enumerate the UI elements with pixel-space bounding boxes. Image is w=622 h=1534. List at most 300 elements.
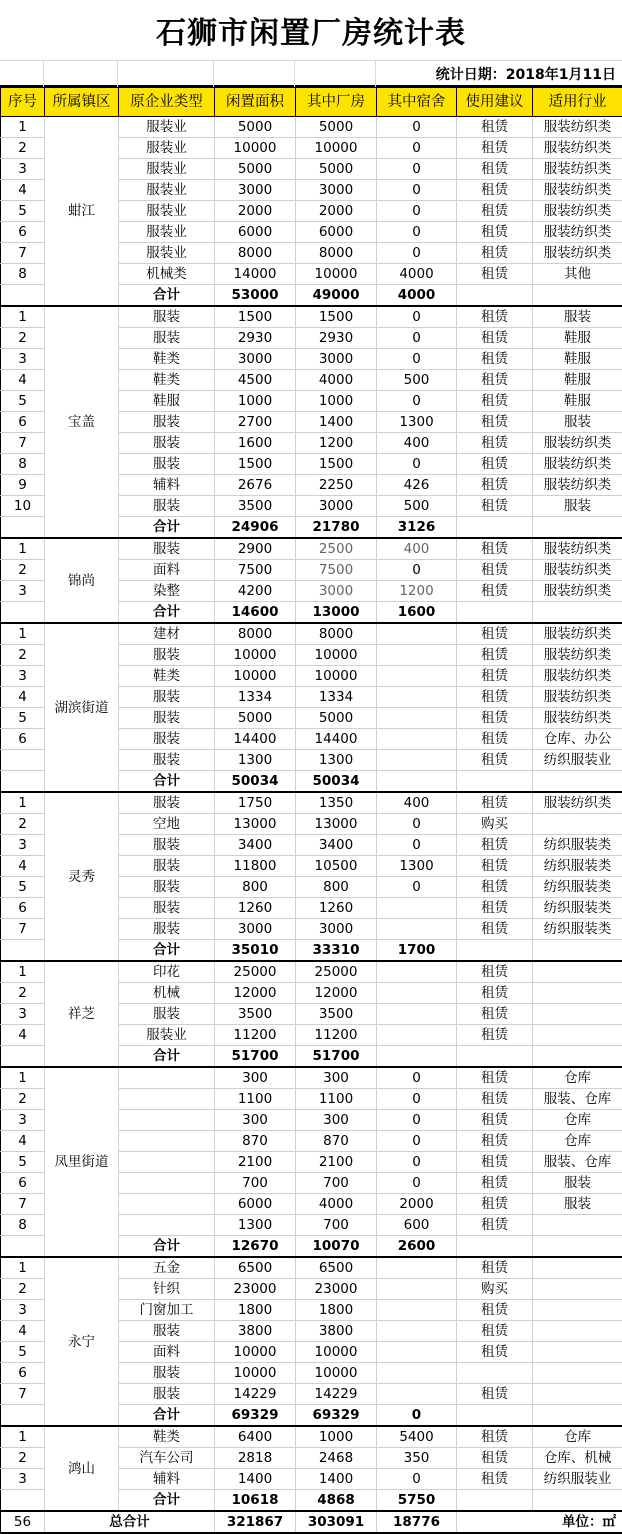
- dorm-area[interactable]: [377, 919, 457, 940]
- factory-area[interactable]: 1400: [296, 1469, 377, 1490]
- factory-area[interactable]: 2468: [296, 1448, 377, 1469]
- dorm-area[interactable]: [377, 983, 457, 1004]
- usage-suggestion[interactable]: 租赁: [457, 898, 533, 919]
- applicable-industry[interactable]: 纺织服装类: [533, 898, 622, 919]
- usage-suggestion[interactable]: 租赁: [457, 983, 533, 1004]
- dorm-area[interactable]: [377, 1384, 457, 1405]
- factory-area[interactable]: 8000: [296, 623, 377, 645]
- idle-area[interactable]: 3800: [215, 1321, 296, 1342]
- factory-area[interactable]: 870: [296, 1131, 377, 1152]
- dorm-area[interactable]: 426: [377, 475, 457, 496]
- dorm-area[interactable]: [377, 1363, 457, 1384]
- idle-area[interactable]: 14400: [215, 729, 296, 750]
- row-number[interactable]: 5: [1, 708, 45, 729]
- applicable-industry[interactable]: [533, 983, 622, 1004]
- town-name[interactable]: 锦尚: [45, 538, 119, 623]
- subtotal-factory[interactable]: 51700: [296, 1046, 377, 1068]
- usage-suggestion[interactable]: 租赁: [457, 856, 533, 877]
- subtotal-label[interactable]: 合计: [119, 602, 215, 624]
- row-number[interactable]: 4: [1, 1025, 45, 1046]
- row-number[interactable]: 5: [1, 1342, 45, 1363]
- applicable-industry[interactable]: 仓库: [533, 1067, 622, 1089]
- grand-total-area[interactable]: 321867: [215, 1511, 296, 1533]
- subtotal-area[interactable]: 69329: [215, 1405, 296, 1427]
- row-number[interactable]: 3: [1, 1110, 45, 1131]
- dorm-area[interactable]: 0: [377, 222, 457, 243]
- empty-cell[interactable]: [457, 1046, 533, 1068]
- applicable-industry[interactable]: 服装纺织类: [533, 708, 622, 729]
- dorm-area[interactable]: 0: [377, 180, 457, 201]
- dorm-area[interactable]: 0: [377, 1089, 457, 1110]
- enterprise-type[interactable]: 服装: [119, 708, 215, 729]
- dorm-area[interactable]: 0: [377, 1067, 457, 1089]
- enterprise-type[interactable]: 服装: [119, 856, 215, 877]
- subtotal-dorm[interactable]: [377, 771, 457, 793]
- subtotal-area[interactable]: 51700: [215, 1046, 296, 1068]
- row-number[interactable]: 4: [1, 856, 45, 877]
- empty-cell[interactable]: [533, 517, 622, 539]
- dorm-area[interactable]: 0: [377, 877, 457, 898]
- applicable-industry[interactable]: [533, 1363, 622, 1384]
- town-name[interactable]: 湖滨街道: [45, 623, 119, 792]
- row-number[interactable]: 1: [1, 792, 45, 814]
- row-number[interactable]: 5: [1, 391, 45, 412]
- row-number[interactable]: 3: [1, 1300, 45, 1321]
- usage-suggestion[interactable]: 租赁: [457, 1215, 533, 1236]
- usage-suggestion[interactable]: 租赁: [457, 201, 533, 222]
- idle-area[interactable]: 1400: [215, 1469, 296, 1490]
- dorm-area[interactable]: [377, 708, 457, 729]
- row-number[interactable]: 6: [1, 898, 45, 919]
- dorm-area[interactable]: 0: [377, 117, 457, 138]
- row-number[interactable]: [1, 1046, 45, 1068]
- applicable-industry[interactable]: 服装纺织类: [533, 433, 622, 454]
- idle-area[interactable]: 300: [215, 1110, 296, 1131]
- usage-suggestion[interactable]: 租赁: [457, 538, 533, 560]
- grand-total-label[interactable]: 总合计: [45, 1511, 215, 1533]
- applicable-industry[interactable]: 服装、仓库: [533, 1089, 622, 1110]
- row-number[interactable]: 1: [1, 961, 45, 983]
- factory-area[interactable]: 10000: [296, 645, 377, 666]
- idle-area[interactable]: 2900: [215, 538, 296, 560]
- enterprise-type[interactable]: 服装: [119, 898, 215, 919]
- enterprise-type[interactable]: 服装业: [119, 222, 215, 243]
- applicable-industry[interactable]: 服装纺织类: [533, 560, 622, 581]
- enterprise-type[interactable]: 辅料: [119, 475, 215, 496]
- enterprise-type[interactable]: 服装: [119, 454, 215, 475]
- usage-suggestion[interactable]: 租赁: [457, 391, 533, 412]
- row-number[interactable]: [1, 1236, 45, 1258]
- empty-cell[interactable]: [457, 940, 533, 962]
- factory-area[interactable]: 5000: [296, 159, 377, 180]
- idle-area[interactable]: 2930: [215, 328, 296, 349]
- applicable-industry[interactable]: 仓库: [533, 1426, 622, 1448]
- empty-cell[interactable]: [457, 1405, 533, 1427]
- factory-area[interactable]: 6000: [296, 222, 377, 243]
- row-number[interactable]: 1: [1, 1426, 45, 1448]
- row-number[interactable]: 1: [1, 538, 45, 560]
- applicable-industry[interactable]: 服装纺织类: [533, 687, 622, 708]
- applicable-industry[interactable]: 服装纺织类: [533, 201, 622, 222]
- column-header[interactable]: 闲置面积: [215, 88, 296, 117]
- row-number[interactable]: 8: [1, 264, 45, 285]
- usage-suggestion[interactable]: 租赁: [457, 1448, 533, 1469]
- idle-area[interactable]: 6000: [215, 222, 296, 243]
- dorm-area[interactable]: 500: [377, 370, 457, 391]
- factory-area[interactable]: 2100: [296, 1152, 377, 1173]
- applicable-industry[interactable]: 纺织服装类: [533, 835, 622, 856]
- row-number[interactable]: [1, 1405, 45, 1427]
- factory-area[interactable]: 3000: [296, 919, 377, 940]
- idle-area[interactable]: 6400: [215, 1426, 296, 1448]
- applicable-industry[interactable]: [533, 1321, 622, 1342]
- factory-area[interactable]: 3000: [296, 180, 377, 201]
- factory-area[interactable]: 12000: [296, 983, 377, 1004]
- usage-suggestion[interactable]: 租赁: [457, 243, 533, 264]
- usage-suggestion[interactable]: 租赁: [457, 560, 533, 581]
- usage-suggestion[interactable]: 租赁: [457, 222, 533, 243]
- applicable-industry[interactable]: [533, 1004, 622, 1025]
- enterprise-type[interactable]: 服装: [119, 328, 215, 349]
- applicable-industry[interactable]: 服装纺织类: [533, 159, 622, 180]
- applicable-industry[interactable]: 服装: [533, 1194, 622, 1215]
- usage-suggestion[interactable]: 租赁: [457, 433, 533, 454]
- factory-area[interactable]: 3500: [296, 1004, 377, 1025]
- row-number[interactable]: 2: [1, 560, 45, 581]
- empty-cell[interactable]: [533, 940, 622, 962]
- town-name[interactable]: 祥芝: [45, 961, 119, 1067]
- row-number[interactable]: [1, 771, 45, 793]
- row-number[interactable]: 3: [1, 835, 45, 856]
- idle-area[interactable]: 1100: [215, 1089, 296, 1110]
- dorm-area[interactable]: [377, 729, 457, 750]
- enterprise-type[interactable]: 服装: [119, 538, 215, 560]
- row-number[interactable]: 1: [1, 623, 45, 645]
- applicable-industry[interactable]: 纺织服装类: [533, 856, 622, 877]
- row-number[interactable]: 2: [1, 1448, 45, 1469]
- subtotal-label[interactable]: 合计: [119, 285, 215, 307]
- usage-suggestion[interactable]: 购买: [457, 814, 533, 835]
- enterprise-type[interactable]: 空地: [119, 814, 215, 835]
- factory-area[interactable]: 11200: [296, 1025, 377, 1046]
- enterprise-type[interactable]: 鞋类: [119, 349, 215, 370]
- row-number[interactable]: 6: [1, 1173, 45, 1194]
- applicable-industry[interactable]: 服装: [533, 1173, 622, 1194]
- factory-area[interactable]: 3800: [296, 1321, 377, 1342]
- idle-area[interactable]: 5000: [215, 708, 296, 729]
- idle-area[interactable]: 870: [215, 1131, 296, 1152]
- applicable-industry[interactable]: 服装纺织类: [533, 475, 622, 496]
- row-number[interactable]: 3: [1, 581, 45, 602]
- empty-cell[interactable]: [457, 285, 533, 307]
- subtotal-label[interactable]: 合计: [119, 1405, 215, 1427]
- dorm-area[interactable]: [377, 1342, 457, 1363]
- factory-area[interactable]: 3400: [296, 835, 377, 856]
- idle-area[interactable]: 10000: [215, 1342, 296, 1363]
- factory-area[interactable]: 7500: [296, 560, 377, 581]
- applicable-industry[interactable]: [533, 1384, 622, 1405]
- empty-cell[interactable]: [533, 771, 622, 793]
- enterprise-type[interactable]: 鞋服: [119, 391, 215, 412]
- row-number[interactable]: [1, 750, 45, 771]
- dorm-area[interactable]: 2000: [377, 1194, 457, 1215]
- subtotal-dorm[interactable]: 0: [377, 1405, 457, 1427]
- factory-area[interactable]: 6500: [296, 1257, 377, 1279]
- empty-cell[interactable]: [533, 1490, 622, 1512]
- empty-cell[interactable]: [533, 1405, 622, 1427]
- idle-area[interactable]: 2100: [215, 1152, 296, 1173]
- row-number[interactable]: 6: [1, 729, 45, 750]
- factory-area[interactable]: 3000: [296, 496, 377, 517]
- enterprise-type[interactable]: 服装业: [119, 138, 215, 159]
- enterprise-type[interactable]: 染整: [119, 581, 215, 602]
- usage-suggestion[interactable]: 租赁: [457, 623, 533, 645]
- dorm-area[interactable]: [377, 1025, 457, 1046]
- town-name[interactable]: 鸿山: [45, 1426, 119, 1511]
- enterprise-type[interactable]: 鞋类: [119, 1426, 215, 1448]
- factory-area[interactable]: 5000: [296, 708, 377, 729]
- applicable-industry[interactable]: 仓库: [533, 1110, 622, 1131]
- row-number[interactable]: 9: [1, 475, 45, 496]
- applicable-industry[interactable]: 服装纺织类: [533, 138, 622, 159]
- applicable-industry[interactable]: 鞋服: [533, 370, 622, 391]
- subtotal-label[interactable]: 合计: [119, 940, 215, 962]
- usage-suggestion[interactable]: 租赁: [457, 412, 533, 433]
- dorm-area[interactable]: 400: [377, 433, 457, 454]
- idle-area[interactable]: 10000: [215, 138, 296, 159]
- enterprise-type[interactable]: 服装: [119, 835, 215, 856]
- subtotal-area[interactable]: 53000: [215, 285, 296, 307]
- dorm-area[interactable]: 0: [377, 349, 457, 370]
- subtotal-area[interactable]: 24906: [215, 517, 296, 539]
- factory-area[interactable]: 1800: [296, 1300, 377, 1321]
- empty-cell[interactable]: [457, 517, 533, 539]
- idle-area[interactable]: 5000: [215, 117, 296, 138]
- town-name[interactable]: 蚶江: [45, 117, 119, 307]
- row-number[interactable]: 7: [1, 433, 45, 454]
- subtotal-area[interactable]: 12670: [215, 1236, 296, 1258]
- usage-suggestion[interactable]: 租赁: [457, 370, 533, 391]
- applicable-industry[interactable]: 仓库、机械: [533, 1448, 622, 1469]
- idle-area[interactable]: 14000: [215, 264, 296, 285]
- row-number[interactable]: 2: [1, 138, 45, 159]
- dorm-area[interactable]: 1300: [377, 856, 457, 877]
- applicable-industry[interactable]: 纺织服装业: [533, 1469, 622, 1490]
- enterprise-type[interactable]: [119, 1067, 215, 1089]
- dorm-area[interactable]: [377, 623, 457, 645]
- row-number[interactable]: 5: [1, 1152, 45, 1173]
- column-header[interactable]: 所属镇区: [45, 88, 119, 117]
- dorm-area[interactable]: 0: [377, 201, 457, 222]
- applicable-industry[interactable]: 服装: [533, 412, 622, 433]
- factory-area[interactable]: 10000: [296, 1342, 377, 1363]
- applicable-industry[interactable]: 服装纺织类: [533, 454, 622, 475]
- dorm-area[interactable]: 350: [377, 1448, 457, 1469]
- row-number[interactable]: 1: [1, 117, 45, 138]
- usage-suggestion[interactable]: 租赁: [457, 1321, 533, 1342]
- row-number[interactable]: 6: [1, 222, 45, 243]
- row-number[interactable]: 8: [1, 454, 45, 475]
- idle-area[interactable]: 1334: [215, 687, 296, 708]
- row-number[interactable]: 7: [1, 243, 45, 264]
- enterprise-type[interactable]: 机械类: [119, 264, 215, 285]
- dorm-area[interactable]: [377, 1257, 457, 1279]
- idle-area[interactable]: 1500: [215, 454, 296, 475]
- subtotal-factory[interactable]: 13000: [296, 602, 377, 624]
- enterprise-type[interactable]: 服装业: [119, 159, 215, 180]
- dorm-area[interactable]: 400: [377, 792, 457, 814]
- column-header[interactable]: 原企业类型: [119, 88, 215, 117]
- idle-area[interactable]: 700: [215, 1173, 296, 1194]
- factory-area[interactable]: 4000: [296, 370, 377, 391]
- idle-area[interactable]: 2676: [215, 475, 296, 496]
- usage-suggestion[interactable]: 购买: [457, 1279, 533, 1300]
- subtotal-factory[interactable]: 69329: [296, 1405, 377, 1427]
- idle-area[interactable]: 14229: [215, 1384, 296, 1405]
- subtotal-label[interactable]: 合计: [119, 1236, 215, 1258]
- idle-area[interactable]: 11200: [215, 1025, 296, 1046]
- enterprise-type[interactable]: 印花: [119, 961, 215, 983]
- applicable-industry[interactable]: [533, 1025, 622, 1046]
- row-number[interactable]: [1, 602, 45, 624]
- applicable-industry[interactable]: 仓库: [533, 1131, 622, 1152]
- factory-area[interactable]: 3000: [296, 581, 377, 602]
- dorm-area[interactable]: [377, 750, 457, 771]
- dorm-area[interactable]: 1300: [377, 412, 457, 433]
- usage-suggestion[interactable]: 租赁: [457, 729, 533, 750]
- factory-area[interactable]: 10000: [296, 138, 377, 159]
- dorm-area[interactable]: [377, 961, 457, 983]
- usage-suggestion[interactable]: 租赁: [457, 1342, 533, 1363]
- enterprise-type[interactable]: 机械: [119, 983, 215, 1004]
- dorm-area[interactable]: [377, 1279, 457, 1300]
- usage-suggestion[interactable]: 租赁: [457, 328, 533, 349]
- dorm-area[interactable]: 5400: [377, 1426, 457, 1448]
- idle-area[interactable]: 7500: [215, 560, 296, 581]
- usage-suggestion[interactable]: 租赁: [457, 1469, 533, 1490]
- dorm-area[interactable]: 0: [377, 1469, 457, 1490]
- subtotal-label[interactable]: 合计: [119, 1046, 215, 1068]
- enterprise-type[interactable]: 服装业: [119, 117, 215, 138]
- factory-area[interactable]: 1334: [296, 687, 377, 708]
- applicable-industry[interactable]: [533, 961, 622, 983]
- dorm-area[interactable]: 0: [377, 560, 457, 581]
- usage-suggestion[interactable]: 租赁: [457, 1089, 533, 1110]
- idle-area[interactable]: 1500: [215, 306, 296, 328]
- enterprise-type[interactable]: 鞋类: [119, 666, 215, 687]
- enterprise-type[interactable]: 针织: [119, 1279, 215, 1300]
- applicable-industry[interactable]: 服装纺织类: [533, 180, 622, 201]
- row-number[interactable]: 5: [1, 201, 45, 222]
- empty-cell[interactable]: [533, 1046, 622, 1068]
- enterprise-type[interactable]: 服装: [119, 750, 215, 771]
- idle-area[interactable]: 3000: [215, 349, 296, 370]
- factory-area[interactable]: 5000: [296, 117, 377, 138]
- row-number[interactable]: 4: [1, 1321, 45, 1342]
- applicable-industry[interactable]: 服装纺织类: [533, 623, 622, 645]
- idle-area[interactable]: 6000: [215, 1194, 296, 1215]
- row-number[interactable]: 3: [1, 666, 45, 687]
- applicable-industry[interactable]: 服装: [533, 306, 622, 328]
- factory-area[interactable]: 14229: [296, 1384, 377, 1405]
- usage-suggestion[interactable]: 租赁: [457, 475, 533, 496]
- subtotal-factory[interactable]: 33310: [296, 940, 377, 962]
- idle-area[interactable]: 800: [215, 877, 296, 898]
- factory-area[interactable]: 14400: [296, 729, 377, 750]
- usage-suggestion[interactable]: 租赁: [457, 306, 533, 328]
- idle-area[interactable]: 11800: [215, 856, 296, 877]
- subtotal-dorm[interactable]: 5750: [377, 1490, 457, 1512]
- enterprise-type[interactable]: 服装: [119, 877, 215, 898]
- subtotal-dorm[interactable]: 4000: [377, 285, 457, 307]
- row-number[interactable]: 2: [1, 645, 45, 666]
- applicable-industry[interactable]: 服装: [533, 496, 622, 517]
- usage-suggestion[interactable]: 租赁: [457, 1131, 533, 1152]
- idle-area[interactable]: 1800: [215, 1300, 296, 1321]
- idle-area[interactable]: 3000: [215, 180, 296, 201]
- enterprise-type[interactable]: 服装: [119, 1004, 215, 1025]
- enterprise-type[interactable]: [119, 1194, 215, 1215]
- factory-area[interactable]: 23000: [296, 1279, 377, 1300]
- enterprise-type[interactable]: 服装: [119, 687, 215, 708]
- row-number[interactable]: 4: [1, 370, 45, 391]
- enterprise-type[interactable]: 服装业: [119, 180, 215, 201]
- factory-area[interactable]: 2000: [296, 201, 377, 222]
- usage-suggestion[interactable]: 租赁: [457, 581, 533, 602]
- usage-suggestion[interactable]: 租赁: [457, 687, 533, 708]
- subtotal-dorm[interactable]: 1600: [377, 602, 457, 624]
- idle-area[interactable]: 1000: [215, 391, 296, 412]
- usage-suggestion[interactable]: 租赁: [457, 159, 533, 180]
- dorm-area[interactable]: [377, 1004, 457, 1025]
- subtotal-label[interactable]: 合计: [119, 517, 215, 539]
- enterprise-type[interactable]: 服装: [119, 1384, 215, 1405]
- row-number[interactable]: 4: [1, 1131, 45, 1152]
- factory-area[interactable]: 2250: [296, 475, 377, 496]
- subtotal-area[interactable]: 35010: [215, 940, 296, 962]
- subtotal-factory[interactable]: 49000: [296, 285, 377, 307]
- usage-suggestion[interactable]: 租赁: [457, 750, 533, 771]
- row-number[interactable]: 6: [1, 1363, 45, 1384]
- factory-area[interactable]: 1200: [296, 433, 377, 454]
- applicable-industry[interactable]: 服装、仓库: [533, 1152, 622, 1173]
- row-number[interactable]: 4: [1, 180, 45, 201]
- enterprise-type[interactable]: 服装: [119, 412, 215, 433]
- applicable-industry[interactable]: 纺织服装类: [533, 919, 622, 940]
- idle-area[interactable]: 13000: [215, 814, 296, 835]
- factory-area[interactable]: 1500: [296, 306, 377, 328]
- enterprise-type[interactable]: [119, 1131, 215, 1152]
- factory-area[interactable]: 1260: [296, 898, 377, 919]
- factory-area[interactable]: 1500: [296, 454, 377, 475]
- usage-suggestion[interactable]: 租赁: [457, 1110, 533, 1131]
- applicable-industry[interactable]: [533, 814, 622, 835]
- idle-area[interactable]: 3000: [215, 919, 296, 940]
- subtotal-label[interactable]: 合计: [119, 1490, 215, 1512]
- applicable-industry[interactable]: 服装纺织类: [533, 645, 622, 666]
- usage-suggestion[interactable]: 租赁: [457, 877, 533, 898]
- dorm-area[interactable]: 0: [377, 159, 457, 180]
- usage-suggestion[interactable]: 租赁: [457, 961, 533, 983]
- idle-area[interactable]: 4500: [215, 370, 296, 391]
- applicable-industry[interactable]: 服装纺织类: [533, 666, 622, 687]
- unit-label[interactable]: 单位：㎡: [457, 1511, 622, 1533]
- applicable-industry[interactable]: [533, 1279, 622, 1300]
- row-number[interactable]: 7: [1, 1194, 45, 1215]
- row-number[interactable]: 2: [1, 983, 45, 1004]
- usage-suggestion[interactable]: 租赁: [457, 180, 533, 201]
- row-number[interactable]: 3: [1, 349, 45, 370]
